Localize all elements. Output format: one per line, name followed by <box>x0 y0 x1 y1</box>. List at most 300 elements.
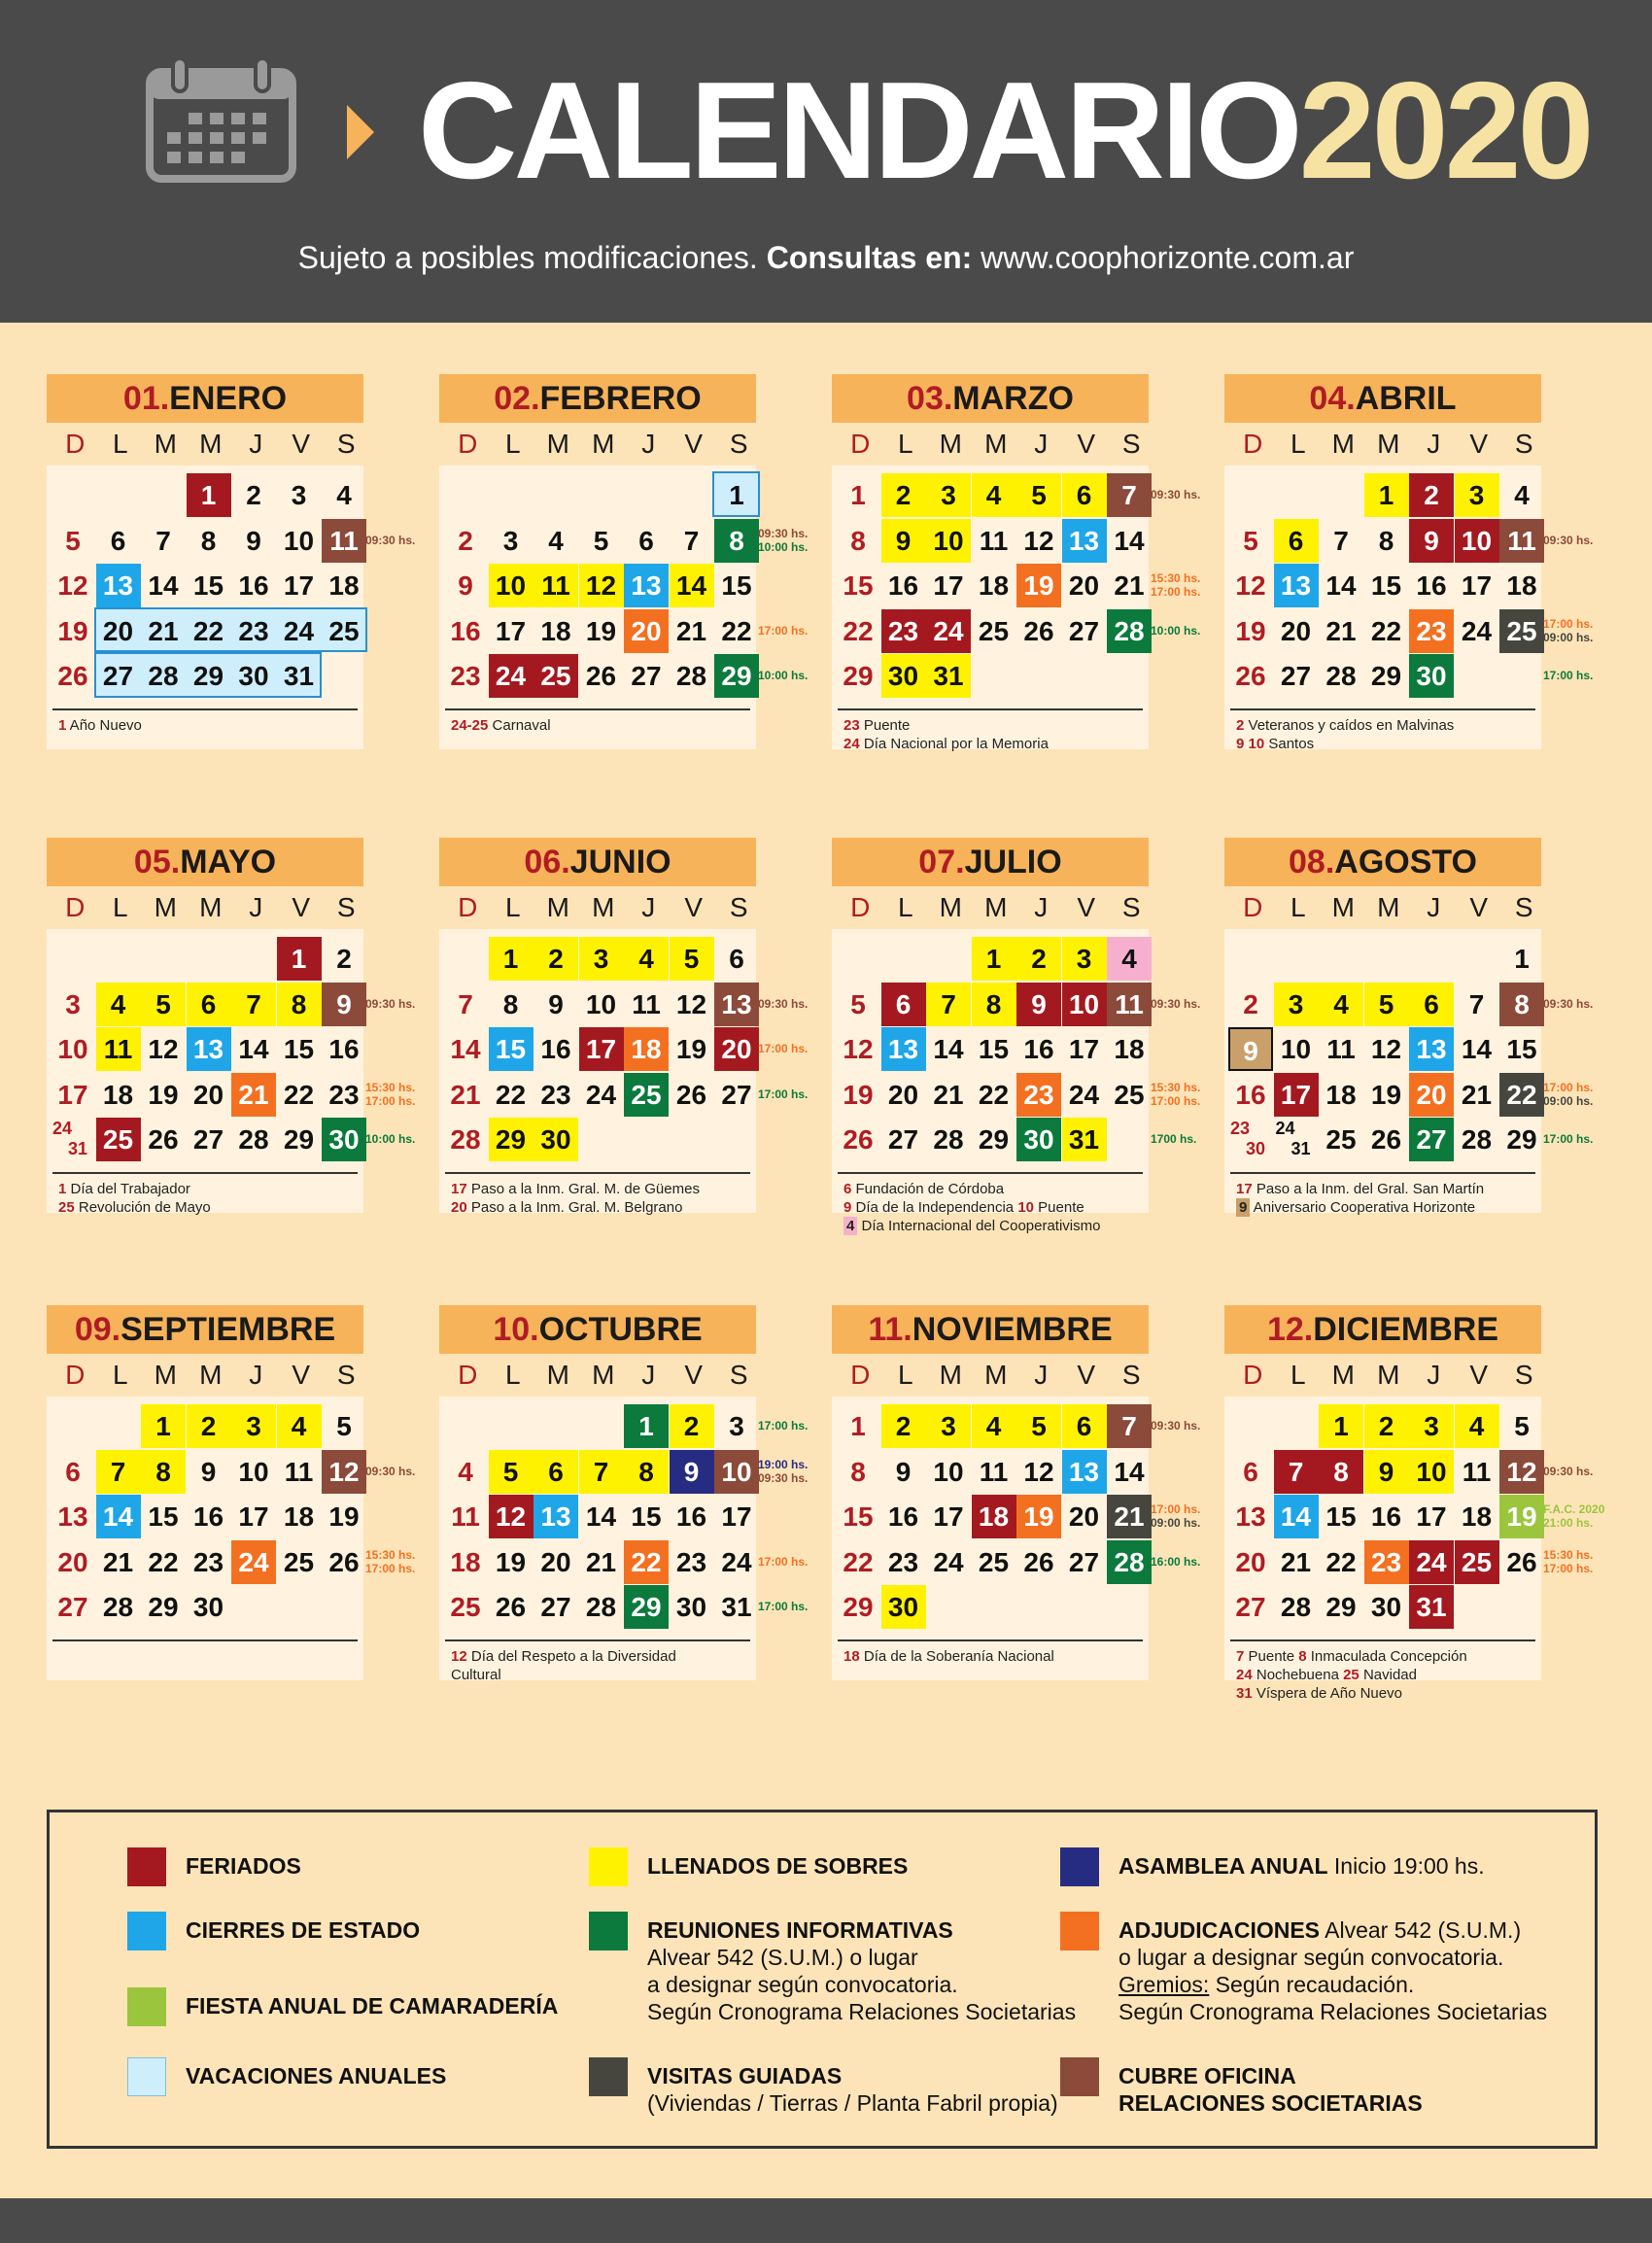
calendar-day[interactable]: 10 <box>1455 519 1499 563</box>
calendar-day[interactable]: 25 <box>283 1546 315 1577</box>
calendar-day[interactable]: 23 <box>1409 609 1454 653</box>
calendar-day[interactable]: 19 <box>1370 1079 1402 1110</box>
calendar-day[interactable]: 20 <box>1280 615 1312 646</box>
calendar-day[interactable]: 20 <box>887 1079 919 1110</box>
calendar-day[interactable]: 17 <box>1068 1034 1100 1064</box>
website-link[interactable]: www.coophorizonte.com.ar <box>972 240 1355 275</box>
calendar-day[interactable]: 19 <box>1235 615 1266 646</box>
calendar-day[interactable]: 23 <box>675 1546 707 1577</box>
calendar-day[interactable]: 27 <box>1280 661 1312 691</box>
calendar-day[interactable]: 30 <box>675 1592 707 1622</box>
calendar-day[interactable]: 26 <box>495 1592 527 1622</box>
calendar-day-stacked[interactable] <box>1274 1118 1319 1161</box>
calendar-day[interactable]: 3 <box>1062 937 1107 981</box>
calendar-day[interactable]: 9 <box>548 988 564 1019</box>
calendar-day[interactable]: 18 <box>978 570 1010 601</box>
calendar-day[interactable]: 29 <box>624 1585 669 1629</box>
calendar-day[interactable]: 29 <box>283 1124 315 1155</box>
calendar-day[interactable]: 6 <box>1274 519 1319 563</box>
calendar-day[interactable]: 13 <box>881 1027 926 1071</box>
calendar-day[interactable]: 6 <box>638 525 654 556</box>
calendar-day[interactable]: 7 <box>96 1450 141 1494</box>
calendar-day[interactable]: 19 <box>1499 1495 1544 1538</box>
calendar-day[interactable]: 19 <box>843 1079 874 1110</box>
calendar-day[interactable]: 29 <box>978 1124 1010 1155</box>
calendar-day[interactable]: 19 <box>1016 564 1061 607</box>
calendar-day[interactable]: 17 <box>721 1501 752 1532</box>
calendar-day[interactable]: 19 <box>585 615 617 646</box>
calendar-day[interactable]: 23 <box>328 1079 360 1110</box>
calendar-day[interactable]: 13 <box>714 983 759 1026</box>
calendar-day[interactable]: 31 <box>283 661 315 691</box>
calendar-day[interactable]: 17 <box>283 570 315 601</box>
calendar-day[interactable]: 21 <box>585 1546 617 1577</box>
calendar-day[interactable]: 7 <box>579 1450 624 1494</box>
calendar-day[interactable]: 9 <box>1228 1027 1273 1071</box>
calendar-day[interactable]: 7 <box>1274 1450 1319 1494</box>
calendar-day[interactable]: 8 <box>1378 525 1394 556</box>
calendar-day[interactable]: 5 <box>1016 1404 1061 1448</box>
calendar-day[interactable]: 26 <box>57 661 88 691</box>
calendar-day[interactable]: 1 <box>729 480 744 510</box>
calendar-day[interactable]: 22 <box>624 1540 669 1584</box>
calendar-day[interactable]: 30 <box>533 1118 578 1161</box>
calendar-day[interactable]: 2 <box>1243 988 1258 1019</box>
calendar-day[interactable]: 6 <box>1062 1404 1107 1448</box>
calendar-day[interactable]: 15 <box>843 1501 874 1532</box>
calendar-day[interactable]: 1 <box>1514 944 1530 974</box>
calendar-day[interactable]: 11 <box>96 1027 141 1071</box>
calendar-day[interactable]: 26 <box>843 1124 874 1155</box>
calendar-day[interactable]: 13 <box>1274 564 1319 607</box>
calendar-day[interactable]: 31 <box>926 654 971 698</box>
calendar-day[interactable]: 24 <box>585 1079 617 1110</box>
calendar-day[interactable]: 22 <box>192 615 224 646</box>
calendar-day[interactable]: 8 <box>1499 983 1544 1026</box>
calendar-day[interactable]: 17 <box>1416 1501 1447 1532</box>
calendar-day[interactable]: 10 <box>57 1034 88 1064</box>
calendar-day[interactable]: 29 <box>489 1118 533 1161</box>
calendar-day[interactable]: 9 <box>458 570 473 601</box>
calendar-day[interactable]: 10 <box>238 1456 269 1487</box>
calendar-day[interactable]: 6 <box>1062 473 1107 517</box>
calendar-day[interactable]: 1 <box>850 480 866 510</box>
calendar-day[interactable]: 16 <box>238 570 269 601</box>
calendar-day[interactable]: 9 <box>895 1456 912 1487</box>
calendar-day[interactable]: 1 <box>972 937 1016 981</box>
calendar-day[interactable]: 27 <box>102 661 134 691</box>
calendar-day[interactable]: 8 <box>1319 1450 1363 1494</box>
calendar-day[interactable]: 4 <box>96 983 141 1026</box>
calendar-day[interactable]: 1 <box>141 1404 186 1448</box>
calendar-day[interactable]: 5 <box>1364 983 1409 1026</box>
calendar-day[interactable]: 11 <box>451 1501 480 1532</box>
calendar-day[interactable]: 26 <box>1370 1124 1402 1155</box>
calendar-day[interactable]: 9 <box>246 525 261 556</box>
calendar-day[interactable]: 29 <box>843 1592 874 1622</box>
calendar-day[interactable]: 20 <box>1068 1501 1100 1532</box>
calendar-day[interactable]: 13 <box>187 1027 231 1071</box>
calendar-day[interactable]: 21 <box>1107 1495 1152 1538</box>
calendar-day[interactable]: 29 <box>1325 1592 1357 1622</box>
calendar-day[interactable]: 15 <box>631 1501 662 1532</box>
calendar-day[interactable]: 15 <box>1506 1034 1537 1064</box>
calendar-day[interactable]: 23 <box>1364 1540 1409 1584</box>
calendar-day[interactable]: 22 <box>283 1079 315 1110</box>
calendar-day[interactable]: 19 <box>495 1546 527 1577</box>
calendar-day[interactable]: 19 <box>57 615 88 646</box>
calendar-day[interactable]: 15 <box>721 570 752 601</box>
calendar-day[interactable]: 21 <box>148 615 179 646</box>
calendar-day[interactable]: 26 <box>1023 615 1054 646</box>
calendar-day[interactable]: 4 <box>277 1404 322 1448</box>
calendar-day[interactable]: 4 <box>1107 937 1152 981</box>
calendar-day[interactable]: 9 <box>670 1450 714 1494</box>
calendar-day[interactable]: 22 <box>148 1546 179 1577</box>
calendar-day[interactable]: 15 <box>1370 570 1402 601</box>
calendar-day[interactable]: 29 <box>148 1592 179 1622</box>
calendar-day[interactable]: 23 <box>881 609 926 653</box>
calendar-day[interactable]: 18 <box>624 1027 669 1071</box>
calendar-day[interactable]: 3 <box>1274 983 1319 1026</box>
calendar-day[interactable]: 22 <box>843 615 874 646</box>
calendar-day[interactable]: 10 <box>1280 1034 1312 1064</box>
calendar-day[interactable]: 28 <box>238 1124 269 1155</box>
calendar-day[interactable]: 12 <box>1023 525 1054 556</box>
calendar-day[interactable]: 17 <box>238 1501 269 1532</box>
calendar-day[interactable]: 29 <box>1370 661 1402 691</box>
calendar-day[interactable]: 11 <box>322 519 366 563</box>
calendar-day[interactable]: 14 <box>585 1501 617 1532</box>
calendar-day[interactable]: 18 <box>283 1501 315 1532</box>
calendar-day[interactable]: 30 <box>322 1118 366 1161</box>
calendar-day[interactable]: 3 <box>926 1404 971 1448</box>
calendar-day[interactable]: 10 <box>1409 1450 1454 1494</box>
calendar-day[interactable]: 7 <box>458 988 473 1019</box>
calendar-day[interactable]: 3 <box>1409 1404 1454 1448</box>
calendar-day[interactable]: 31 <box>1062 1118 1107 1161</box>
calendar-day[interactable]: 2 <box>246 480 261 510</box>
calendar-day[interactable]: 28 <box>675 661 707 691</box>
calendar-day[interactable]: 3 <box>502 525 519 556</box>
calendar-day[interactable]: 8 <box>714 519 759 563</box>
calendar-day[interactable]: 5 <box>1243 525 1258 556</box>
calendar-day[interactable]: 2 <box>881 473 926 517</box>
calendar-day[interactable]: 20 <box>540 1546 571 1577</box>
calendar-day[interactable]: 5 <box>1514 1411 1530 1441</box>
calendar-day[interactable]: 11 <box>979 1456 1009 1487</box>
calendar-day[interactable]: 11 <box>632 988 661 1019</box>
calendar-day[interactable]: 22 <box>1370 615 1402 646</box>
calendar-day[interactable]: 10 <box>489 564 533 607</box>
calendar-day[interactable]: 8 <box>850 525 866 556</box>
calendar-day[interactable]: 20 <box>1068 570 1100 601</box>
calendar-day[interactable]: 14 <box>1461 1034 1493 1064</box>
calendar-day[interactable]: 7 <box>1107 473 1152 517</box>
calendar-day[interactable]: 7 <box>926 983 971 1026</box>
calendar-day[interactable]: 29 <box>1506 1124 1537 1155</box>
calendar-day[interactable]: 4 <box>1455 1404 1499 1448</box>
calendar-day[interactable]: 2 <box>187 1404 231 1448</box>
calendar-day[interactable]: 11 <box>1326 1034 1356 1064</box>
calendar-day[interactable]: 16 <box>1416 570 1447 601</box>
calendar-day[interactable]: 14 <box>1114 1456 1145 1487</box>
calendar-day[interactable]: 15 <box>978 1034 1010 1064</box>
calendar-day[interactable]: 27 <box>1068 1546 1100 1577</box>
calendar-day[interactable]: 6 <box>110 525 126 556</box>
calendar-day[interactable]: 25 <box>1499 609 1544 653</box>
calendar-day[interactable]: 17 <box>933 1501 964 1532</box>
calendar-day[interactable]: 28 <box>1107 609 1152 653</box>
calendar-day[interactable]: 20 <box>714 1027 759 1071</box>
calendar-day[interactable]: 19 <box>1016 1495 1061 1538</box>
calendar-day[interactable]: 14 <box>1274 1495 1319 1538</box>
calendar-day[interactable]: 7 <box>1333 525 1349 556</box>
calendar-day[interactable]: 19 <box>328 1501 360 1532</box>
calendar-day[interactable]: 7 <box>231 983 276 1026</box>
calendar-day[interactable]: 30 <box>192 1592 224 1622</box>
calendar-day[interactable]: 8 <box>200 525 217 556</box>
calendar-day[interactable]: 24 <box>283 615 315 646</box>
calendar-day[interactable]: 6 <box>65 1456 81 1487</box>
calendar-day[interactable]: 16 <box>540 1034 571 1064</box>
calendar-day[interactable]: 16 <box>328 1034 360 1064</box>
calendar-day[interactable]: 20 <box>192 1079 224 1110</box>
calendar-day[interactable]: 12 <box>675 988 707 1019</box>
calendar-day[interactable]: 30 <box>1409 654 1454 698</box>
calendar-day[interactable]: 2 <box>336 944 352 974</box>
calendar-day[interactable]: 11 <box>1499 519 1544 563</box>
calendar-day[interactable]: 26 <box>585 661 617 691</box>
calendar-day[interactable]: 20 <box>57 1546 88 1577</box>
calendar-day[interactable]: 6 <box>1409 983 1454 1026</box>
calendar-day[interactable]: 23 <box>192 1546 224 1577</box>
calendar-day[interactable]: 14 <box>96 1495 141 1538</box>
calendar-day[interactable]: 28 <box>450 1124 481 1155</box>
calendar-day[interactable]: 8 <box>972 983 1016 1026</box>
calendar-day[interactable]: 19 <box>675 1034 707 1064</box>
calendar-day[interactable]: 28 <box>148 661 179 691</box>
calendar-day[interactable]: 23 <box>450 661 481 691</box>
calendar-day[interactable]: 21 <box>933 1079 964 1110</box>
calendar-day[interactable]: 24 <box>1068 1079 1100 1110</box>
calendar-day[interactable]: 25 <box>96 1118 141 1161</box>
calendar-day[interactable]: 9 <box>1364 1450 1409 1494</box>
calendar-day[interactable]: 30 <box>238 661 269 691</box>
calendar-day[interactable]: 18 <box>1325 1079 1357 1110</box>
calendar-day[interactable]: 13 <box>1235 1501 1266 1532</box>
calendar-day[interactable]: 17 <box>57 1079 88 1110</box>
calendar-day[interactable]: 28 <box>1325 661 1357 691</box>
calendar-day[interactable]: 7 <box>1468 988 1485 1019</box>
calendar-day[interactable]: 12 <box>1235 570 1266 601</box>
calendar-day[interactable]: 17 <box>1274 1073 1319 1117</box>
calendar-day[interactable]: 4 <box>1319 983 1363 1026</box>
calendar-day[interactable]: 24 <box>926 609 971 653</box>
calendar-day[interactable]: 18 <box>102 1079 134 1110</box>
calendar-day[interactable]: 2 <box>1016 937 1061 981</box>
calendar-day[interactable]: 11 <box>1462 1456 1492 1487</box>
calendar-day[interactable]: 18 <box>972 1495 1016 1538</box>
calendar-day[interactable]: 11 <box>979 525 1009 556</box>
calendar-day[interactable]: 3 <box>579 937 624 981</box>
calendar-day[interactable]: 6 <box>881 983 926 1026</box>
calendar-day[interactable]: 17 <box>1461 570 1493 601</box>
calendar-day[interactable]: 20 <box>1409 1073 1454 1117</box>
calendar-day[interactable]: 14 <box>450 1034 481 1064</box>
calendar-day[interactable]: 5 <box>1016 473 1061 517</box>
calendar-day[interactable]: 6 <box>533 1450 578 1494</box>
calendar-day[interactable]: 4 <box>972 473 1016 517</box>
calendar-day[interactable]: 17 <box>933 570 964 601</box>
calendar-day[interactable]: 3 <box>65 988 81 1019</box>
calendar-day[interactable]: 14 <box>148 570 179 601</box>
calendar-day[interactable]: 12 <box>1499 1450 1544 1494</box>
calendar-day[interactable]: 25 <box>328 615 360 646</box>
calendar-day[interactable]: 25 <box>450 1592 481 1622</box>
calendar-day[interactable]: 9 <box>1409 519 1454 563</box>
calendar-day[interactable]: 4 <box>458 1456 473 1487</box>
calendar-day[interactable]: 2 <box>670 1404 714 1448</box>
calendar-day[interactable]: 12 <box>57 570 88 601</box>
calendar-day[interactable]: 9 <box>1016 983 1061 1026</box>
calendar-day[interactable]: 1 <box>187 473 231 517</box>
calendar-day[interactable]: 21 <box>1325 615 1357 646</box>
calendar-day[interactable]: 15 <box>148 1501 179 1532</box>
calendar-day[interactable]: 13 <box>624 564 669 607</box>
calendar-day[interactable]: 8 <box>624 1450 669 1494</box>
calendar-day[interactable]: 25 <box>624 1073 669 1117</box>
calendar-day[interactable]: 14 <box>1114 525 1145 556</box>
calendar-day[interactable]: 4 <box>336 480 352 510</box>
calendar-day[interactable]: 18 <box>328 570 360 601</box>
calendar-day[interactable]: 18 <box>1461 1501 1493 1532</box>
calendar-day[interactable]: 12 <box>579 564 624 607</box>
calendar-day[interactable]: 8 <box>502 988 519 1019</box>
calendar-day[interactable]: 27 <box>540 1592 571 1622</box>
calendar-day[interactable]: 2 <box>533 937 578 981</box>
calendar-day[interactable]: 12 <box>148 1034 179 1064</box>
calendar-day[interactable]: 27 <box>1409 1118 1454 1161</box>
calendar-day-stacked[interactable] <box>1228 1118 1273 1161</box>
calendar-day[interactable]: 18 <box>450 1546 481 1577</box>
calendar-day[interactable]: 26 <box>675 1079 707 1110</box>
calendar-day[interactable]: 10 <box>714 1450 759 1494</box>
calendar-day[interactable]: 21 <box>102 1546 134 1577</box>
calendar-day[interactable]: 8 <box>141 1450 186 1494</box>
calendar-day[interactable]: 21 <box>450 1079 481 1110</box>
calendar-day[interactable]: 16 <box>675 1501 707 1532</box>
calendar-day[interactable]: 28 <box>1461 1124 1493 1155</box>
calendar-day[interactable]: 1 <box>1319 1404 1363 1448</box>
calendar-day[interactable]: 12 <box>322 1450 366 1494</box>
calendar-day[interactable]: 24 <box>489 654 533 698</box>
calendar-day[interactable]: 30 <box>881 1585 926 1629</box>
calendar-day[interactable]: 18 <box>1506 570 1537 601</box>
calendar-day[interactable]: 18 <box>1114 1034 1145 1064</box>
calendar-day[interactable]: 6 <box>1243 1456 1258 1487</box>
calendar-day[interactable]: 16 <box>887 1501 919 1532</box>
calendar-day[interactable]: 27 <box>1235 1592 1266 1622</box>
calendar-day[interactable]: 10 <box>933 1456 964 1487</box>
calendar-day[interactable]: 5 <box>670 937 714 981</box>
calendar-day[interactable]: 24 <box>1409 1540 1454 1584</box>
calendar-day[interactable]: 3 <box>1455 473 1499 517</box>
calendar-day[interactable]: 12 <box>489 1495 533 1538</box>
calendar-day[interactable]: 2 <box>1364 1404 1409 1448</box>
calendar-day[interactable]: 21 <box>1461 1079 1493 1110</box>
calendar-day[interactable]: 16 <box>450 615 481 646</box>
calendar-day[interactable]: 29 <box>843 661 874 691</box>
calendar-day[interactable]: 25 <box>978 615 1010 646</box>
calendar-day[interactable]: 5 <box>593 525 609 556</box>
calendar-day[interactable]: 13 <box>96 564 141 607</box>
calendar-day[interactable]: 13 <box>533 1495 578 1538</box>
calendar-day[interactable]: 1 <box>1364 473 1409 517</box>
calendar-day[interactable]: 22 <box>1325 1546 1357 1577</box>
calendar-day[interactable]: 1 <box>277 937 322 981</box>
calendar-day[interactable]: 3 <box>729 1411 744 1441</box>
calendar-day[interactable]: 10 <box>1062 983 1107 1026</box>
calendar-day[interactable]: 27 <box>631 661 662 691</box>
calendar-day[interactable]: 11 <box>533 564 578 607</box>
calendar-day[interactable]: 9 <box>200 1456 217 1487</box>
calendar-day[interactable]: 25 <box>1455 1540 1499 1584</box>
calendar-day[interactable]: 12 <box>1023 1456 1054 1487</box>
calendar-day[interactable]: 22 <box>843 1546 874 1577</box>
calendar-day[interactable]: 18 <box>540 615 571 646</box>
calendar-day[interactable]: 14 <box>670 564 714 607</box>
calendar-day[interactable]: 23 <box>1016 1073 1061 1117</box>
calendar-day[interactable]: 4 <box>624 937 669 981</box>
calendar-day[interactable]: 22 <box>1499 1073 1544 1117</box>
calendar-day[interactable]: 31 <box>721 1592 752 1622</box>
calendar-day[interactable]: 26 <box>1023 1546 1054 1577</box>
calendar-day[interactable]: 21 <box>1114 570 1145 601</box>
calendar-day[interactable]: 23 <box>540 1079 571 1110</box>
calendar-day[interactable]: 13 <box>1062 1450 1107 1494</box>
calendar-day[interactable]: 5 <box>850 988 866 1019</box>
calendar-day[interactable]: 24 <box>721 1546 752 1577</box>
calendar-day[interactable]: 13 <box>57 1501 88 1532</box>
calendar-day[interactable]: 2 <box>458 525 473 556</box>
calendar-day[interactable]: 1 <box>624 1404 669 1448</box>
calendar-day[interactable]: 22 <box>721 615 752 646</box>
calendar-day[interactable]: 26 <box>148 1124 179 1155</box>
calendar-day[interactable]: 14 <box>238 1034 269 1064</box>
calendar-day[interactable]: 31 <box>1409 1585 1454 1629</box>
calendar-day[interactable]: 19 <box>148 1079 179 1110</box>
calendar-day[interactable]: 26 <box>328 1546 360 1577</box>
calendar-day[interactable]: 12 <box>1370 1034 1402 1064</box>
calendar-day[interactable]: 5 <box>141 983 186 1026</box>
calendar-day[interactable]: 28 <box>102 1592 134 1622</box>
calendar-day[interactable]: 21 <box>675 615 707 646</box>
calendar-day[interactable]: 24 <box>933 1546 964 1577</box>
calendar-day[interactable]: 23 <box>887 1546 919 1577</box>
calendar-day[interactable]: 17 <box>495 615 527 646</box>
calendar-day[interactable]: 10 <box>283 525 315 556</box>
calendar-day[interactable]: 27 <box>1068 615 1100 646</box>
calendar-day[interactable]: 1 <box>850 1411 866 1441</box>
calendar-day[interactable]: 20 <box>624 609 669 653</box>
calendar-day[interactable]: 3 <box>291 480 307 510</box>
calendar-day[interactable]: 16 <box>192 1501 224 1532</box>
calendar-day[interactable]: 28 <box>1280 1592 1312 1622</box>
calendar-day[interactable]: 13 <box>1409 1027 1454 1071</box>
calendar-day[interactable]: 21 <box>1280 1546 1312 1577</box>
calendar-day[interactable]: 16 <box>887 570 919 601</box>
